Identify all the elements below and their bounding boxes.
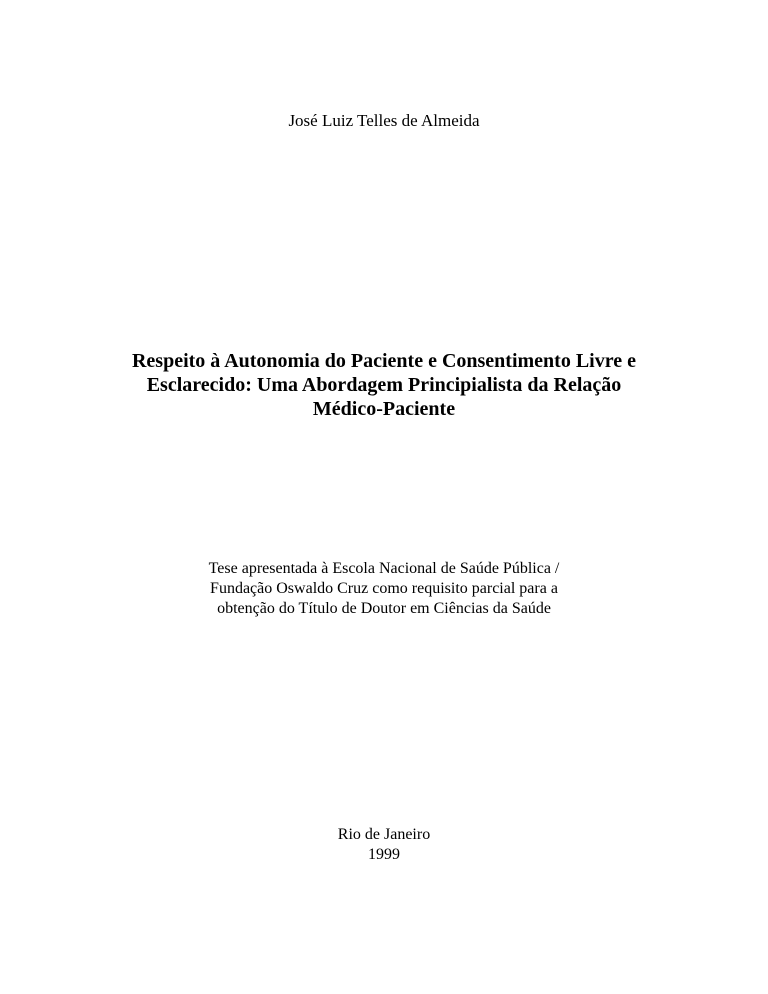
city: Rio de Janeiro	[337, 826, 431, 843]
statement-line-3: obtenção do Título de Doutor em Ciências da Saúde	[217, 600, 551, 617]
statement-line-1: Tese apresentada à Escola Nacional de Saúde Pública /	[208, 560, 560, 577]
author-name: José Luiz Telles de Almeida	[288, 111, 480, 130]
year: 1999	[368, 846, 400, 863]
thesis-title-line-1: Respeito à Autonomia do Paciente e Consentimento Livre e	[131, 350, 637, 372]
thesis-title-line-3: Médico-Paciente	[312, 398, 456, 420]
thesis-title	[84, 349, 684, 421]
statement-line-2: Fundação Oswaldo Cruz como requisito parcial para a	[210, 580, 558, 597]
place-and-year	[0, 825, 768, 865]
thesis-title-line-2: Esclarecido: Uma Abordagem Principialista da Relação	[146, 374, 622, 396]
submission-statement	[134, 559, 634, 619]
